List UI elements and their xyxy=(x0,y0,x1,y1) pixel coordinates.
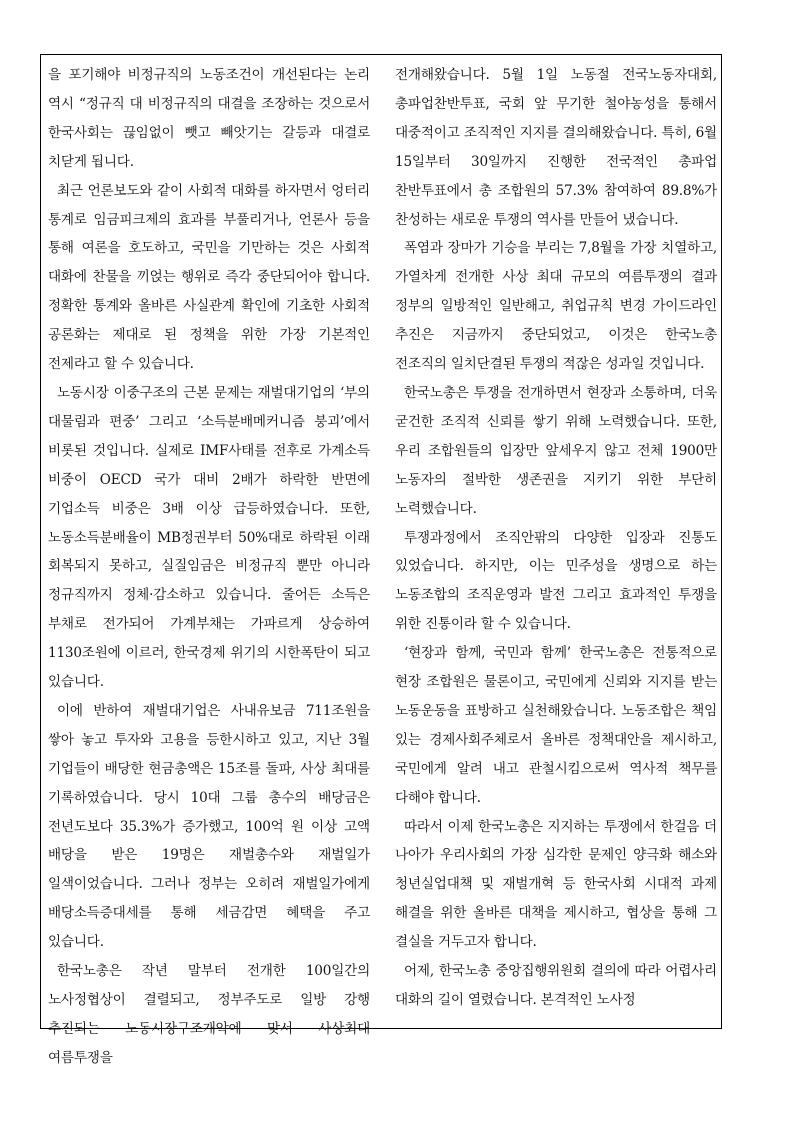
paragraph: 따라서 이제 한국노총은 지지하는 투쟁에서 한걸음 더 나아가 우리사회의 가장 심각한 문제인 양극화 해소와 청년실업대책 및 재벌개혁 등 한국사회 시대적 과제 해결을 위한 올바른 대책을 제시하고, 협상을 통해 그 결실을 거두고자 합니다. xyxy=(395,818,717,951)
left-column xyxy=(48,61,370,1073)
paragraph: 전개해왔습니다. 5월 1일 노동절 전국노동자대회, 총파업찬반투표, 국회 앞 무기한 철야농성을 통해서 대중적이고 조직적인 지지를 결의해왔습니다. 특히, 6월 15일부터 30일까지 진행한 전국적인 총파업 찬반투표에서 총 조합원의 57.3% 참여하여 89.8%가 찬성하는 새로운 투쟁의 역사를 만들어 냈습니다. xyxy=(395,67,717,228)
paragraph: ‘현장과 함께, 국민과 함께’ 한국노총은 전통적으로 현장 조합원은 물론이고, 국민에게 신뢰와 지지를 받는 노동운동을 표방하고 실천해왔습니다. 노동조합은 책임 있는 경제사회주체로서 올바른 정책대안을 제시하고, 국민에게 알려 내고 관철시킴으로써 역사적 책무를 다해야 합니다. xyxy=(395,645,717,806)
paragraph: 투쟁과정에서 조직안팎의 다양한 입장과 진통도 있었습니다. 하지만, 이는 민주성을 생명으로 하는 노동조합의 조직운영과 발전 그리고 효과적인 투쟁을 위한 진통이라 할 수 있습니다. xyxy=(395,529,717,633)
document-frame xyxy=(40,54,722,1066)
paragraph: 폭염과 장마가 기승을 부리는 7,8월을 가장 치열하고, 가열차게 전개한 사상 최대 규모의 여름투쟁의 결과 정부의 일방적인 일반해고, 취업규칙 변경 가이드라인 추진은 지금까지 중단되었고, 이것은 한국노총 전조직의 일치단결된 투쟁의 적잖은 성과일 것입니다. xyxy=(395,240,717,373)
paragraph: 노동시장 이중구조의 근본 문제는 재벌대기업의 ‘부의 대물림과 편중’ 그리고 ‘소득분배메커니즘 붕괴’에서 비롯된 것입니다. 실제로 IMF사태를 전후로 가계소득 비중이 OECD 국가 대비 2배가 하락한 반면에 기업소득 비중은 3배 이상 급등하였습니다. 또한, 노동소득분배율이 MB정권부터 50%대로 하락된 이래 회복되지 못하고, 실질임금은 비정규직 뿐만 아니라 정규직까지 정체·감소하고 있습니다. 줄어든 소득은 부채로 전가되어 가계부채는 가파르게 상승하여 1130조원에 이르러, 한국경제 위기의 시한폭탄이 되고 있습니다. xyxy=(48,384,370,691)
paragraph: 어제, 한국노총 중앙집행위원회 결의에 따라 어렵사리 대화의 길이 열렸습니다. 본격적인 노사정 xyxy=(395,963,717,1008)
paragraph: 을 포기해야 비정규직의 노동조건이 개선된다는 논리 역시 “정규직 대 비정규직의 대결을 조장하는 것으로서 한국사회는 끊임없이 뺏고 빼앗기는 갈등과 대결로 치닫게 됩니다. xyxy=(48,67,370,170)
paragraph: 이에 반하여 재벌대기업은 사내유보금 711조원을 쌓아 놓고 투자와 고용을 등한시하고 있고, 지난 3월 기업들이 배당한 현금총액은 15조를 돌파, 사상 최대를 기록하였습니다. 당시 10대 그룹 총수의 배당금은 전년도보다 35.3%가 증가했고, 100억 원 이상 고액 배당을 받은 19명은 재벌총수와 재벌일가 일색이었습니다. 그러나 정부는 오히려 재벌일가에게 배당소득증대세를 통해 세금감면 혜택을 주고 있습니다. xyxy=(48,702,370,951)
paragraph: 한국노총은 작년 말부터 전개한 100일간의 노사정협상이 결렬되고, 정부주도로 일방 강행 추진되는 노동시장구조개악에 맞서 사상최대 여름투쟁을 xyxy=(48,963,370,1066)
paragraph: 최근 언론보도와 같이 사회적 대화를 하자면서 엉터리 통계로 임금피크제의 효과를 부풀리거나, 언론사 등을 통해 여론을 호도하고, 국민을 기만하는 것은 사회적 대화에 찬물을 끼얹는 행위로 즉각 중단되어야 합니다. 정확한 통계와 올바른 사실관계 확인에 기초한 사회적 공론화는 제대로 된 정책을 위한 가장 기본적인 전제라고 할 수 있습니다. xyxy=(48,182,370,373)
paragraph: 한국노총은 투쟁을 전개하면서 현장과 소통하며, 더욱 굳건한 조직적 신뢰를 쌓기 위해 노력했습니다. 또한, 우리 조합원들의 입장만 앞세우지 않고 전체 1900만 노동자의 절박한 생존권을 지키기 위한 부단히 노력했습니다. xyxy=(395,384,717,517)
right-column xyxy=(395,61,717,1015)
